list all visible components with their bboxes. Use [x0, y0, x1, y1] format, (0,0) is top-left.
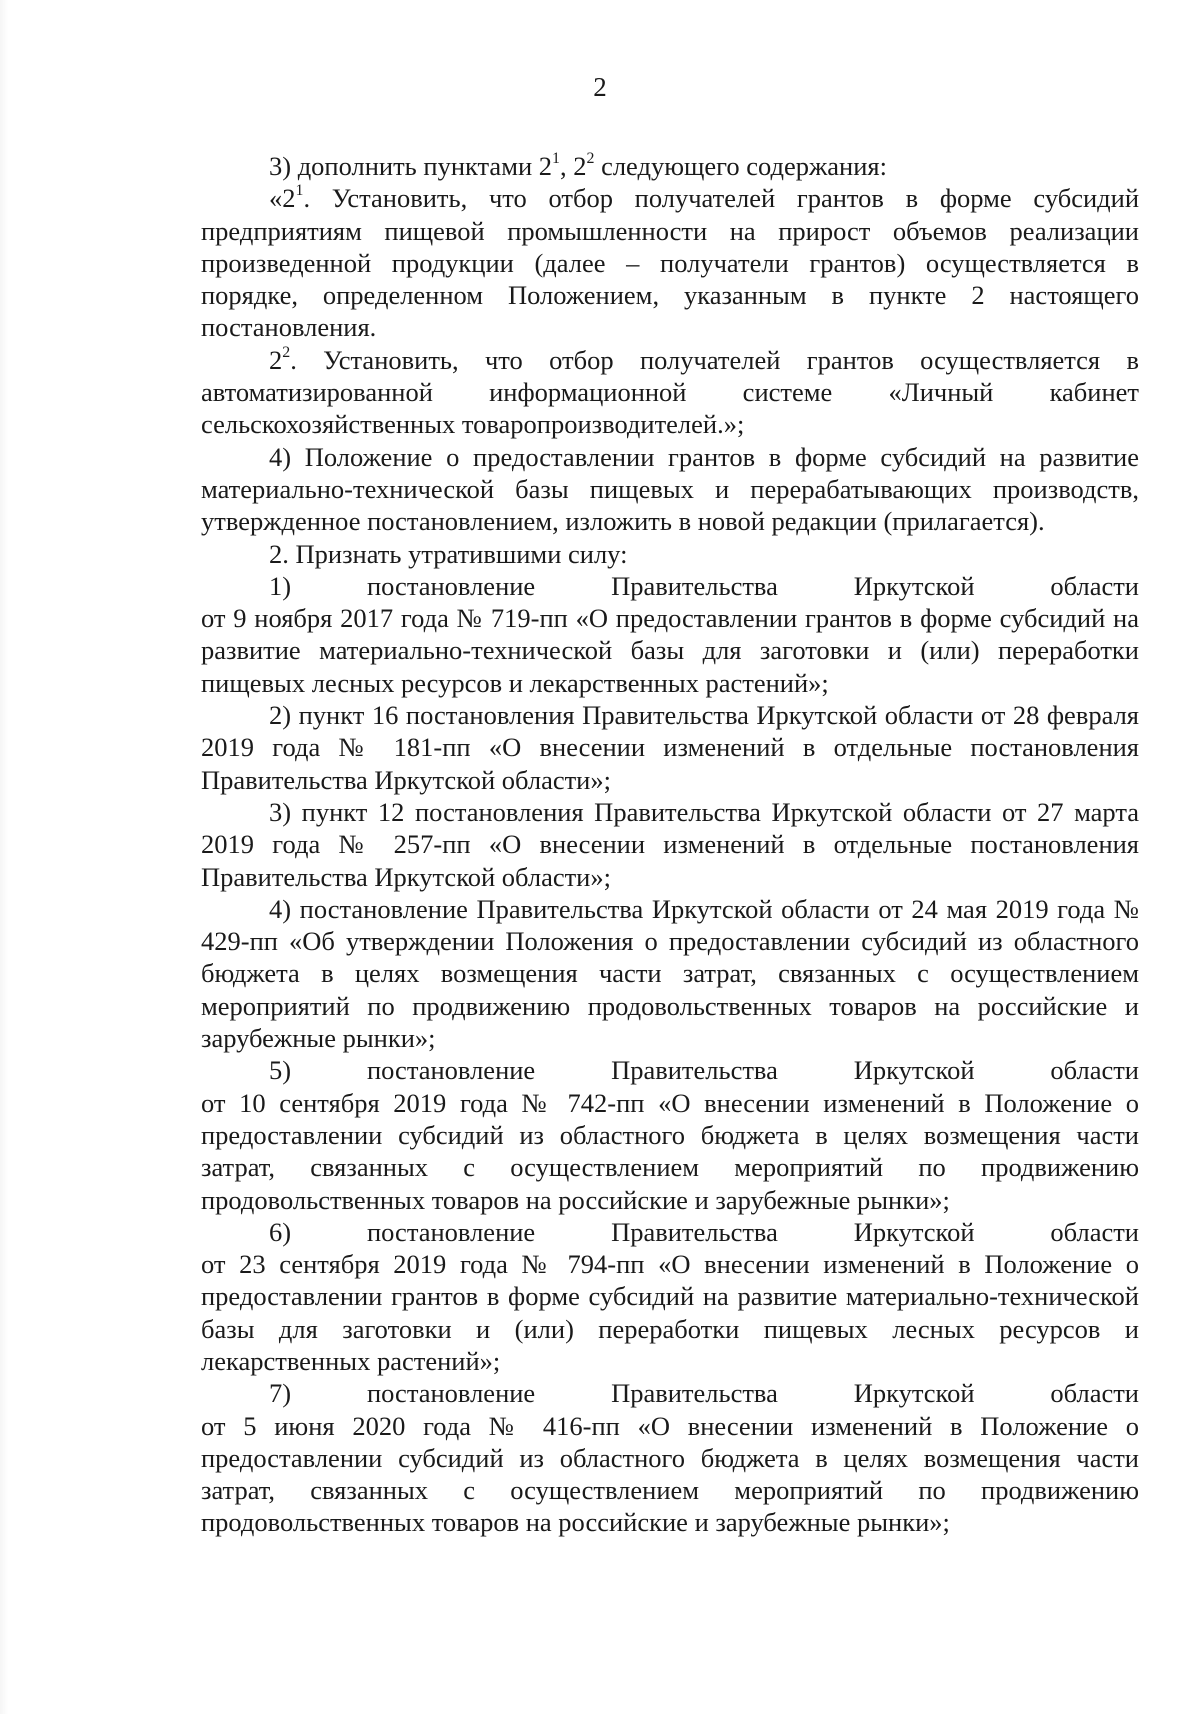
repealed-item-3: 3) пункт 12 постановления Правительства Иркутской области от 27 марта 2019 года № 257-пп «О внесении изменений в отдельные постановления Правительства Иркутской области»; [201, 796, 1139, 892]
repealed-item-5-head: 5) постановление Правительства Иркутской области [269, 1055, 1139, 1086]
repealed-item-5-text: от 10 сентября 2019 года № 742-пп «О внесении изменений в Положение о предоставлении субсидий из областного бюджета в целях возмещения части затрат, связанных с осуществлением мероприятий по продвижению продовольственных товаров на российские и зарубежные рынки»; [201, 1087, 1139, 1215]
section2-title: 2. Признать утратившими силу: [269, 538, 628, 569]
repealed-item-1-head: 1) постановление Правительства Иркутской области [269, 570, 1139, 601]
repealed-item-4: 4) постановление Правительства Иркутской области от 24 мая 2019 года № 429-пп «Об утверждении Положения о предоставлении субсидий из областного бюджета в целях возмещения части затрат, связанных с осуществлением мероприятий по продвижению продовольственных товаров на российские и зарубежные рынки»; [201, 893, 1139, 1054]
repealed-item-6-text: от 23 сентября 2019 года № 794-пп «О внесении изменений в Положение о предоставлении грантов в форме субсидий на развитие материально-технической базы для заготовки и (или) переработки пищевых лесных ресурсов и лекарственных растений»; [201, 1249, 1139, 1376]
repealed-item-7-head: 7) постановление Правительства Иркутской области [269, 1378, 1139, 1409]
repealed-item-1-text: от 9 ноября 2017 года № 719-пп «О предоставлении грантов в форме субсидий на развитие материально-технической базы для заготовки и (или) переработки пищевых лесных ресурсов и лекарственных растений»; [201, 603, 1139, 698]
repealed-item-2: 2) пункт 16 постановления Правительства Иркутской области от 28 февраля 2019 года № 181-пп «О внесении изменений в отдельные постановления Правительства Иркутской области»; [201, 700, 1139, 795]
scan-margin-shadow [0, 0, 8, 1714]
document-body [201, 150, 1139, 1539]
repealed-item-7-text: от 5 июня 2020 года № 416-пп «О внесении изменений в Положение о предоставлении субсидий из областного бюджета в целях возмещения части затрат, связанных с осуществлением мероприятий по продвижению продовольственных товаров на российские и зарубежные рынки»; [201, 1410, 1139, 1538]
item3-intro: 3) дополнить пунктами $2^1$, $2^2$ следующего содержания: [269, 150, 887, 181]
paragraph-2-1: «$2^1$. Установить, что отбор получателей грантов в форме субсидий предприятиям пищевой промышленности на прирост объемов реализации произведенной продукции (далее – получатели грантов) осуществляется в порядке, определенном Положением, указанным в пункте 2 настоящего постановления. [201, 182, 1139, 343]
repealed-item-6-head: 6) постановление Правительства Иркутской области [269, 1216, 1139, 1247]
item4-paragraph: 4) Положение о предоставлении грантов в форме субсидий на развитие материально-технической базы пищевых и перерабатывающих производств, утвержденное постановлением, изложить в новой редакции (прилагается). [201, 441, 1139, 537]
page-number: 2 [593, 72, 607, 102]
paragraph-2-2: $2^2$. Установить, что отбор получателей грантов осуществляется в автоматизированной информационной системе «Личный кабинет сельскохозяйственных товаропроизводителей.»; [201, 343, 1139, 440]
